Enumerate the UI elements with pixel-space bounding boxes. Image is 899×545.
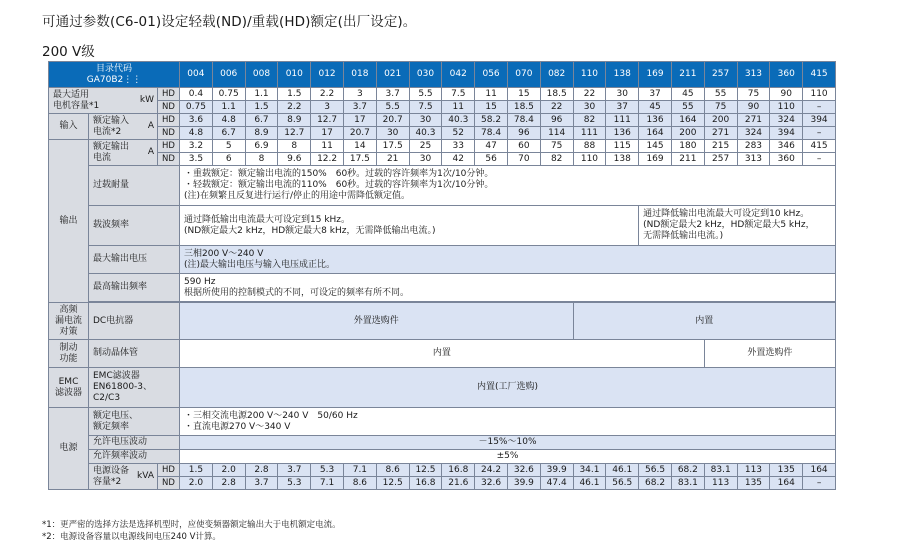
emc-item-3: C2/C3 <box>93 393 121 403</box>
code-cell: 042 <box>442 62 475 88</box>
code-cell: 004 <box>180 62 213 88</box>
max-voltage-line-2: (注)最大输出电压与输入电压成正比。 <box>184 259 336 270</box>
value-cell: 17 <box>343 114 376 127</box>
value-cell: 12.2 <box>311 153 344 166</box>
dc-reactor-label: DC电抗器 <box>89 303 180 340</box>
value-cell: 110 <box>803 88 836 101</box>
value-cell: 3.6 <box>180 114 213 127</box>
value-cell: 5 <box>212 140 245 153</box>
value-cell: – <box>803 153 836 166</box>
value-cell: 90 <box>737 101 770 114</box>
value-cell: 135 <box>737 477 770 490</box>
motor-capacity-label <box>49 88 158 114</box>
output-group-label: 输出 <box>49 140 89 303</box>
value-cell: 32.6 <box>507 464 540 477</box>
rated-voltage-line-2: ・直流电源270 V～340 V <box>184 421 291 432</box>
value-cell: 30 <box>573 101 606 114</box>
carrier-row <box>49 206 836 246</box>
value-cell: 78.4 <box>507 114 540 127</box>
value-cell: 6.9 <box>245 140 278 153</box>
value-cell: 21.6 <box>442 477 475 490</box>
value-cell: 34.1 <box>573 464 606 477</box>
input-unit: A <box>147 121 154 131</box>
value-cell: 7.5 <box>442 88 475 101</box>
code-cell: 082 <box>540 62 573 88</box>
value-cell: 3.7 <box>376 88 409 101</box>
value-cell: 3 <box>311 101 344 114</box>
value-cell: 115 <box>606 140 639 153</box>
capacity-hd-row <box>49 464 836 477</box>
output-current-label <box>89 140 158 166</box>
value-cell: 47.4 <box>540 477 573 490</box>
emc-item-1: EMC滤波器 <box>93 371 140 381</box>
harmonic-group-label <box>49 303 89 340</box>
value-cell: 52 <box>442 127 475 140</box>
value-cell: 271 <box>737 114 770 127</box>
motor-hd-row <box>49 88 836 101</box>
value-cell: 136 <box>639 114 672 127</box>
code-cell: 006 <box>212 62 245 88</box>
frequency-fluctuation-label: 允许频率波动 <box>89 450 180 464</box>
value-cell: 111 <box>606 114 639 127</box>
code-cell: 012 <box>311 62 344 88</box>
value-cell: 180 <box>671 140 704 153</box>
max-frequency-row <box>49 274 836 302</box>
footnote-1: *1：更严密的选择方法是选择机型时，应使变频器额定输出大于电机额定电流。 <box>42 520 341 530</box>
capacity-unit: kVA <box>137 471 154 481</box>
value-cell: 169 <box>639 153 672 166</box>
value-cell: 6.7 <box>245 114 278 127</box>
value-cell: 55 <box>671 101 704 114</box>
carrier-left-line-1: 通过降低输出电流最大可设定到15 kHz。 <box>184 214 351 225</box>
value-cell: 394 <box>770 127 803 140</box>
harmonic-group-1: 高频 <box>59 304 78 315</box>
value-cell: 164 <box>639 127 672 140</box>
value-cell: 6 <box>212 153 245 166</box>
value-cell: 11 <box>311 140 344 153</box>
value-cell: 110 <box>770 101 803 114</box>
value-cell: 21 <box>376 153 409 166</box>
voltage-fluctuation-row <box>49 436 836 450</box>
value-cell: 110 <box>573 153 606 166</box>
value-cell: 75 <box>704 101 737 114</box>
value-cell: 0.75 <box>180 101 213 114</box>
value-cell: 18.5 <box>507 101 540 114</box>
value-cell: 33 <box>442 140 475 153</box>
emc-filter-label <box>89 368 180 408</box>
value-cell: 360 <box>770 153 803 166</box>
value-cell: 200 <box>704 114 737 127</box>
value-cell: 5.5 <box>376 101 409 114</box>
braking-group-1: 制动 <box>59 342 78 353</box>
input-group-label: 输入 <box>49 114 89 140</box>
input-current-label <box>89 114 158 140</box>
value-cell: 164 <box>770 477 803 490</box>
value-cell: 200 <box>671 127 704 140</box>
value-cell: 14 <box>343 140 376 153</box>
dc-reactor-left: 外置选购件 <box>180 303 574 340</box>
value-cell: 68.2 <box>639 477 672 490</box>
value-cell: 2.2 <box>311 88 344 101</box>
value-cell: 20.7 <box>376 114 409 127</box>
harmonic-row <box>49 303 836 340</box>
value-cell: 56 <box>475 153 508 166</box>
value-cell: 30 <box>376 127 409 140</box>
value-cell: 3.7 <box>343 101 376 114</box>
value-cell: 75 <box>737 88 770 101</box>
max-voltage-line-1: 三相200 V～240 V <box>184 248 264 259</box>
nd-label: ND <box>158 477 180 490</box>
carrier-right-line-3: 无需降低输出电流。) <box>643 231 724 241</box>
code-cell: 110 <box>573 62 606 88</box>
code-cell: 138 <box>606 62 639 88</box>
value-cell: 12.5 <box>376 477 409 490</box>
value-cell: 96 <box>507 127 540 140</box>
value-cell: 75 <box>540 140 573 153</box>
value-cell: 4.8 <box>212 114 245 127</box>
value-cell: – <box>803 477 836 490</box>
value-cell: 12.7 <box>311 114 344 127</box>
value-cell: 40.3 <box>409 127 442 140</box>
value-cell: 39.9 <box>507 477 540 490</box>
carrier-value-right <box>639 206 836 246</box>
motor-nd-row <box>49 101 836 114</box>
max-voltage-row <box>49 246 836 274</box>
overload-value <box>180 166 836 206</box>
value-cell: 135 <box>770 464 803 477</box>
emc-item-2: EN61800-3、 <box>93 382 153 392</box>
power-rated-row <box>49 408 836 436</box>
value-cell: 2.8 <box>212 477 245 490</box>
carrier-label: 载波频率 <box>89 206 180 246</box>
max-frequency-line-1: 590 Hz <box>184 276 216 287</box>
value-cell: 60 <box>507 140 540 153</box>
value-cell: 145 <box>639 140 672 153</box>
value-cell: 16.8 <box>409 477 442 490</box>
output-hd-row <box>49 140 836 153</box>
value-cell: 138 <box>606 153 639 166</box>
hd-label: HD <box>158 464 180 477</box>
value-cell: 11 <box>475 88 508 101</box>
value-cell: 136 <box>606 127 639 140</box>
section-title: 200 V级 <box>42 44 95 60</box>
value-cell: 22 <box>573 88 606 101</box>
value-cell: 8.9 <box>245 127 278 140</box>
value-cell: 113 <box>737 464 770 477</box>
value-cell: 18.5 <box>540 88 573 101</box>
value-cell: 9.6 <box>278 153 311 166</box>
value-cell: 257 <box>704 153 737 166</box>
value-cell: 56.5 <box>639 464 672 477</box>
max-voltage-label: 最大输出电压 <box>89 246 180 274</box>
value-cell: 68.2 <box>671 464 704 477</box>
value-cell: 55 <box>704 88 737 101</box>
input-label-1: 额定输入 <box>93 115 130 126</box>
motor-label-2: 电机容量*1 <box>53 100 100 111</box>
value-cell: 42 <box>442 153 475 166</box>
value-cell: 2.8 <box>245 464 278 477</box>
value-cell: 3 <box>343 88 376 101</box>
value-cell: 1.1 <box>212 101 245 114</box>
value-cell: 56.5 <box>606 477 639 490</box>
value-cell: 11 <box>442 101 475 114</box>
value-cell: 0.4 <box>180 88 213 101</box>
emc-row <box>49 368 836 408</box>
code-cell: 030 <box>409 62 442 88</box>
hd-label: HD <box>158 88 180 101</box>
value-cell: 12.7 <box>278 127 311 140</box>
model-suffix: ⋮⋮ <box>123 74 142 85</box>
value-cell: 4.8 <box>180 127 213 140</box>
nd-label: ND <box>158 153 180 166</box>
value-cell: 58.2 <box>475 114 508 127</box>
rated-voltage-label-2: 额定频率 <box>93 421 130 432</box>
value-cell: 7.1 <box>311 477 344 490</box>
value-cell: 211 <box>671 153 704 166</box>
carrier-right-line-2: (ND额定最大2 kHz，HD额定最大5 kHz， <box>643 220 815 230</box>
nd-label: ND <box>158 127 180 140</box>
value-cell: 32.6 <box>475 477 508 490</box>
code-cell: 008 <box>245 62 278 88</box>
overload-row <box>49 166 836 206</box>
model-code-header <box>49 62 180 88</box>
value-cell: 1.1 <box>245 88 278 101</box>
code-cell: 415 <box>803 62 836 88</box>
value-cell: 3.2 <box>180 140 213 153</box>
value-cell: 2.2 <box>278 101 311 114</box>
dc-reactor-right: 内置 <box>573 303 835 340</box>
power-group-label: 电源 <box>49 408 89 490</box>
value-cell: 3.7 <box>278 464 311 477</box>
value-cell: 46.1 <box>573 477 606 490</box>
value-cell: 37 <box>606 101 639 114</box>
value-cell: 415 <box>803 140 836 153</box>
value-cell: 0.75 <box>212 88 245 101</box>
value-cell: 45 <box>671 88 704 101</box>
value-cell: 2.0 <box>212 464 245 477</box>
value-cell: 96 <box>540 114 573 127</box>
overload-label: 过载耐量 <box>89 166 180 206</box>
value-cell: 1.5 <box>278 88 311 101</box>
voltage-fluctuation-label: 允许电压波动 <box>89 436 180 450</box>
output-label-1: 额定输出 <box>93 141 130 152</box>
value-cell: 7.1 <box>343 464 376 477</box>
carrier-left-line-2: (ND额定最大2 kHz，HD额定最大8 kHz，无需降低输出电流。) <box>184 225 436 236</box>
motor-label-1: 最大适用 <box>53 89 90 100</box>
value-cell: 12.5 <box>409 464 442 477</box>
output-nd-row <box>49 153 836 166</box>
capacity-nd-row <box>49 477 836 490</box>
intro-text: 可通过参数(C6-01)设定轻载(ND)/重载(HD)额定(出厂设定)。 <box>42 14 417 30</box>
code-cell: 070 <box>507 62 540 88</box>
capacity-label-2: 容量*2 <box>93 476 122 487</box>
header-row <box>49 62 836 88</box>
input-hd-row <box>49 114 836 127</box>
value-cell: 16.8 <box>442 464 475 477</box>
emc-group-1: EMC <box>58 376 79 387</box>
value-cell: 7.5 <box>409 101 442 114</box>
motor-unit: kW <box>139 95 154 105</box>
rated-voltage-line-1: ・三相交流电源200 V～240 V 50/60 Hz <box>184 410 358 421</box>
output-unit: A <box>147 147 154 157</box>
capacity-label-1: 电源设备 <box>93 465 130 476</box>
value-cell: 37 <box>639 88 672 101</box>
value-cell: 5.3 <box>311 464 344 477</box>
value-cell: 46.1 <box>606 464 639 477</box>
braking-right: 外置选购件 <box>704 340 835 368</box>
braking-left: 内置 <box>180 340 705 368</box>
value-cell: 45 <box>639 101 672 114</box>
value-cell: 17 <box>311 127 344 140</box>
value-cell: 3.7 <box>245 477 278 490</box>
value-cell: 164 <box>803 464 836 477</box>
value-cell: 82 <box>573 114 606 127</box>
value-cell: 83.1 <box>671 477 704 490</box>
carrier-right-line-1: 通过降低输出电流最大可设定到10 kHz。 <box>643 209 810 219</box>
value-cell: 90 <box>770 88 803 101</box>
rated-voltage-label-1: 额定电压、 <box>93 410 139 421</box>
capacity-label <box>89 464 158 490</box>
code-cell: 021 <box>376 62 409 88</box>
value-cell: 88 <box>573 140 606 153</box>
value-cell: 24.2 <box>475 464 508 477</box>
value-cell: 8 <box>278 140 311 153</box>
output-label-2: 电流 <box>93 152 112 163</box>
braking-group-label <box>49 340 89 368</box>
hd-label: HD <box>158 140 180 153</box>
value-cell: – <box>803 127 836 140</box>
value-cell: 5.5 <box>409 88 442 101</box>
frequency-fluctuation-value: ±5% <box>180 450 836 464</box>
braking-row <box>49 340 836 368</box>
value-cell: 324 <box>770 114 803 127</box>
code-cell: 211 <box>671 62 704 88</box>
value-cell: 83.1 <box>704 464 737 477</box>
emc-group-2: 滤波器 <box>54 387 82 398</box>
value-cell: 2.0 <box>180 477 213 490</box>
value-cell: 114 <box>540 127 573 140</box>
value-cell: 40.3 <box>442 114 475 127</box>
value-cell: 8 <box>245 153 278 166</box>
value-cell: 1.5 <box>245 101 278 114</box>
braking-group-2: 功能 <box>59 353 78 364</box>
emc-group-label <box>49 368 89 408</box>
value-cell: 8.9 <box>278 114 311 127</box>
value-cell: 394 <box>803 114 836 127</box>
code-cell: 169 <box>639 62 672 88</box>
value-cell: 82 <box>540 153 573 166</box>
overload-line-3: (注)在频繁且反复进行运行/停止的用途中需降低额定值。 <box>184 191 411 201</box>
value-cell: 39.9 <box>540 464 573 477</box>
braking-transistor-label: 制动晶体管 <box>89 340 180 368</box>
code-cell: 018 <box>343 62 376 88</box>
value-cell: 111 <box>573 127 606 140</box>
value-cell: 1.5 <box>180 464 213 477</box>
value-cell: 30 <box>409 153 442 166</box>
value-cell: 164 <box>671 114 704 127</box>
code-cell: 313 <box>737 62 770 88</box>
code-cell: 056 <box>475 62 508 88</box>
code-cell: 360 <box>770 62 803 88</box>
frequency-fluctuation-row <box>49 450 836 464</box>
carrier-value-left <box>180 206 639 246</box>
harmonic-group-3: 对策 <box>59 326 78 337</box>
value-cell: 215 <box>704 140 737 153</box>
value-cell: 6.7 <box>212 127 245 140</box>
model-code: GA70B2 <box>86 74 124 85</box>
input-label-2: 电流*2 <box>93 126 122 137</box>
nd-label: ND <box>158 101 180 114</box>
value-cell: 113 <box>704 477 737 490</box>
value-cell: 324 <box>737 127 770 140</box>
value-cell: 5.3 <box>278 477 311 490</box>
voltage-fluctuation-value: －15%～10% <box>180 436 836 450</box>
max-frequency-label: 最高输出频率 <box>89 274 180 302</box>
value-cell: 47 <box>475 140 508 153</box>
value-cell: 17.5 <box>376 140 409 153</box>
code-cell: 257 <box>704 62 737 88</box>
input-nd-row <box>49 127 836 140</box>
emc-filter-value: 内置(工厂选购) <box>180 368 836 408</box>
value-cell: 346 <box>770 140 803 153</box>
value-cell: 17.5 <box>343 153 376 166</box>
harmonic-group-2: 漏电流 <box>54 315 82 326</box>
value-cell: 25 <box>409 140 442 153</box>
value-cell: 30 <box>409 114 442 127</box>
model-label: 目录代码 <box>95 63 132 74</box>
value-cell: 8.6 <box>376 464 409 477</box>
hd-label: HD <box>158 114 180 127</box>
spec-table-wrapper <box>48 61 836 490</box>
value-cell: 283 <box>737 140 770 153</box>
value-cell: 3.5 <box>180 153 213 166</box>
footnote-2: *2：电源设备容量以电源线间电压240 V计算。 <box>42 532 221 542</box>
value-cell: 20.7 <box>343 127 376 140</box>
value-cell: 271 <box>704 127 737 140</box>
value-cell: – <box>803 101 836 114</box>
value-cell: 15 <box>507 88 540 101</box>
value-cell: 15 <box>475 101 508 114</box>
value-cell: 8.6 <box>343 477 376 490</box>
value-cell: 313 <box>737 153 770 166</box>
spec-table <box>48 61 836 490</box>
model-code-line <box>51 75 177 86</box>
overload-line-2: ・轻载额定：额定输出电流的110% 60秒。过载的容许频率为1次/10分钟。 <box>184 180 494 190</box>
max-voltage-value <box>180 246 836 274</box>
max-frequency-value <box>180 274 836 302</box>
max-frequency-line-2: 根据所使用的控制模式的不同，可设定的频率有所不同。 <box>184 287 410 298</box>
value-cell: 22 <box>540 101 573 114</box>
rated-voltage-label <box>89 408 180 436</box>
code-cell: 010 <box>278 62 311 88</box>
value-cell: 30 <box>606 88 639 101</box>
value-cell: 78.4 <box>475 127 508 140</box>
overload-line-1: ・重载额定：额定输出电流的150% 60秒。过载的容许频率为1次/10分钟。 <box>184 169 494 179</box>
value-cell: 70 <box>507 153 540 166</box>
rated-voltage-value <box>180 408 836 436</box>
